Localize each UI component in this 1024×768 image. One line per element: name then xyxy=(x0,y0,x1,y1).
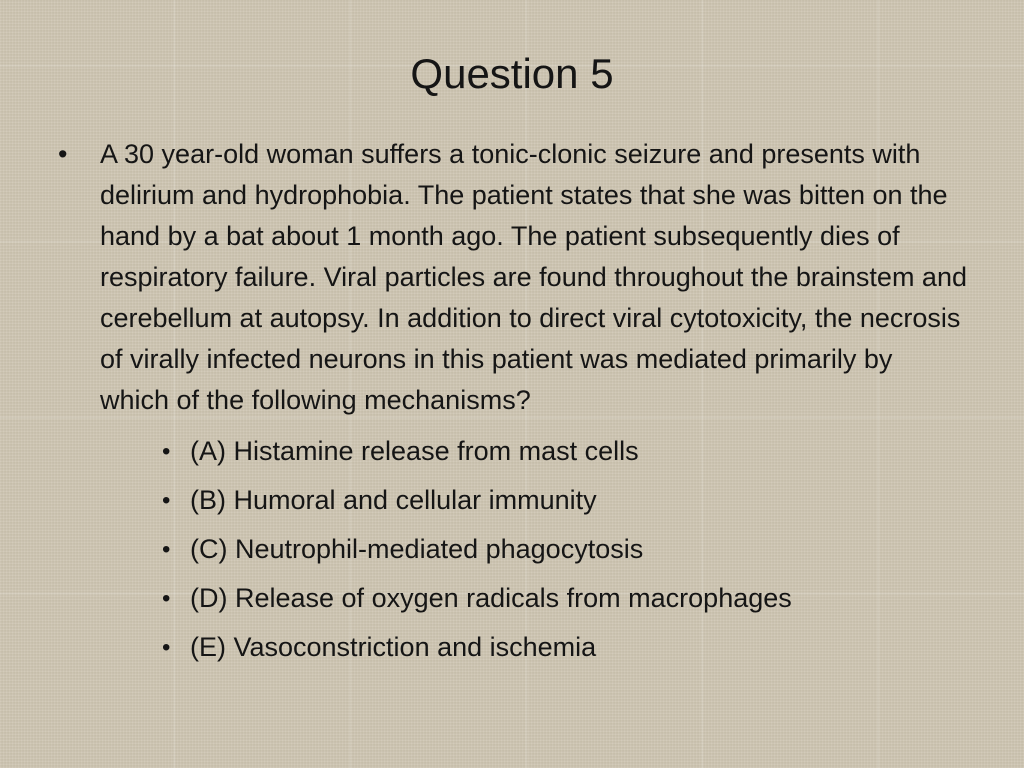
slide-body xyxy=(58,134,968,672)
bullet-icon: • xyxy=(162,536,171,563)
choice-d xyxy=(58,574,968,623)
bullet-icon: • xyxy=(162,438,171,465)
bullet-icon: • xyxy=(162,634,171,661)
choice-b xyxy=(58,476,968,525)
choice-e xyxy=(58,623,968,672)
choice-label: (E) Vasoconstriction and ischemia xyxy=(190,632,597,662)
choice-a xyxy=(58,427,968,476)
choice-label: (B) Humoral and cellular immunity xyxy=(190,485,597,515)
choice-label: (C) Neutrophil-mediated phagocytosis xyxy=(190,534,644,564)
question-text: A 30 year-old woman suffers a tonic-clonic seizure and presents with delirium and hydrophobia. The patient states that she was bitten on the hand by a bat about 1 month ago. The patient subsequently dies of respiratory failure. Viral particles are found throughout the brainstem and cerebellum at autopsy. In addition to direct viral cytotoxicity, the necrosis of virally infected neurons in this patient was mediated primarily by which of the following mechanisms? xyxy=(100,139,967,415)
choice-label: (D) Release of oxygen radicals from macrophages xyxy=(190,583,792,613)
slide-title: Question 5 xyxy=(410,50,614,97)
answer-choices-list xyxy=(58,427,968,672)
bullet-icon: • xyxy=(162,585,171,612)
bullet-icon: • xyxy=(58,139,68,169)
choice-c xyxy=(58,525,968,574)
bullet-icon: • xyxy=(162,487,171,514)
choice-label: (A) Histamine release from mast cells xyxy=(190,436,639,466)
question-item xyxy=(58,134,968,421)
